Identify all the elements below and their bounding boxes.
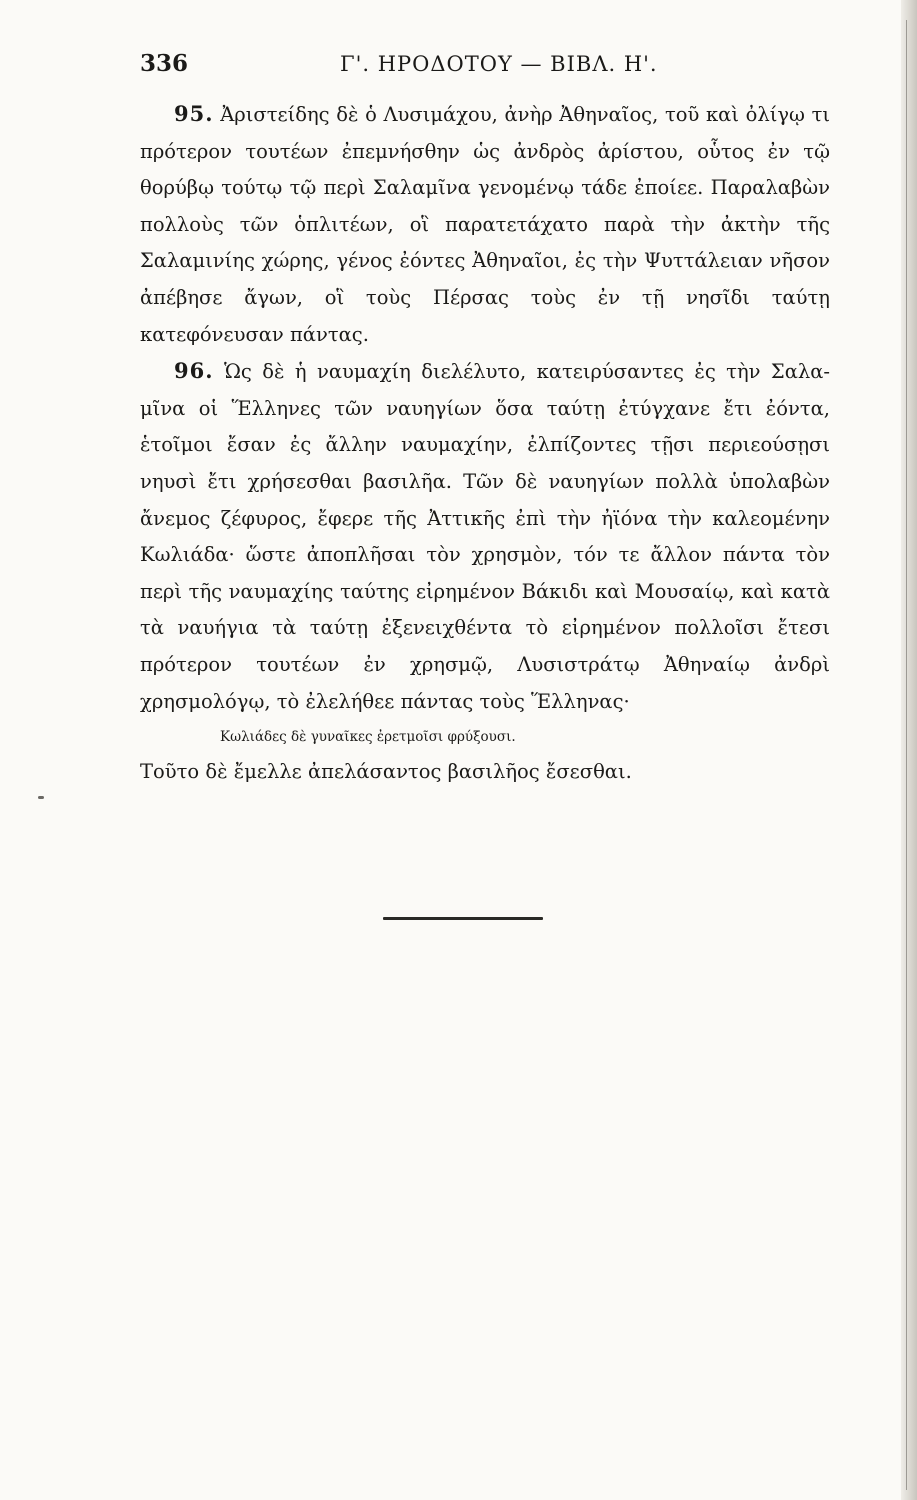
section-divider-rule xyxy=(383,917,543,920)
section-number: 96. xyxy=(174,358,214,384)
section-number: 95. xyxy=(174,101,214,126)
body-text xyxy=(140,96,830,791)
running-head xyxy=(140,50,830,90)
book-page xyxy=(140,50,830,791)
page-edge-shadow xyxy=(901,0,917,1500)
oracle-verse: Κωλιάδες δὲ γυναῖκες ἐρετμοῖσι φρύξουσι. xyxy=(220,729,516,746)
closing-line: Τοῦτο δὲ ἔμελλε ἀπελάσαντος βασιλῆος ἔσεσθαι. xyxy=(140,760,632,784)
page-edge-line xyxy=(906,20,907,1490)
section-95 xyxy=(140,96,830,353)
ink-speck xyxy=(38,796,44,799)
section-text: Ἀριστείδης δὲ ὁ Λυσιμάχου, ἀνὴρ Ἀθηναῖος, τοῦ καὶ ὀλίγῳ τι πρότερον τουτέων ἐπεμνήσθην ὡς ἀνδρὸς ἀρίστου, οὗτος ἐν τῷ θορύβῳ τούτῳ τῷ περὶ Σαλαμῖνα γενομένῳ τάδε ἐποίεε. Παραλαβὼν πολλοὺς τῶν ὁπλιτέων, οἳ παρατετάχατο παρὰ τὴν ἀκτὴν τῆς Σαλαμινίης χώρης, γένος ἐόντες Ἀθηναῖοι, ἐς τὴν Ψυττάλειαν νῆσον ἀπέβησε ἄγων, οἳ τοὺς Πέρσας τοὺς ἐν τῇ νησῖδι ταύτῃ κατεφόνευσαν πάντας. xyxy=(140,103,831,346)
section-96 xyxy=(140,353,830,720)
running-title: Γ'. ΗΡΟΔΟΤΟΥ — ΒΙΒΛ. Η'. xyxy=(340,52,658,76)
section-text: Ὡς δὲ ἡ ναυμαχίη διελέλυτο, κατειρύσαντες ἐς τὴν Σαλαμῖνα οἱ Ἕλληνες τῶν ναυηγίων ὅσα ταύτῃ ἐτύγχανε ἔτι ἐόντα, ἑτοῖμοι ἔσαν ἐς ἄλλην ναυμαχίην, ἐλπίζοντες τῇσι περιεούσῃσι νηυσὶ ἔτι χρήσεσθαι βασιλῆα. Τῶν δὲ ναυηγίων πολλὰ ὑπολαβὼν ἄνεμος ζέφυρος, ἔφερε τῆς Ἀττικῆς ἐπὶ τὴν ἠϊόνα τὴν καλεομένην Κωλιάδα· ὥστε ἀποπλῆσαι τὸν χρησμὸν, τόν τε ἄλλον πάντα τὸν περὶ τῆς ναυμαχίης ταύτης εἰρημένον Βάκιδι καὶ Μουσαίῳ, καὶ κατὰ τὰ ναυήγια τὰ ταύτῃ ἐξενειχθέντα τὸ εἰρημένον πολλοῖσι ἔτεσι πρότερον τουτέων ἐν χρησμῷ, Λυσιστράτῳ Ἀθηναίῳ ἀνδρὶ χρησμολόγῳ, τὸ ἐλελήθεε πάντας τοὺς Ἕλληνας· xyxy=(140,360,830,713)
page-number: 336 xyxy=(140,50,189,77)
